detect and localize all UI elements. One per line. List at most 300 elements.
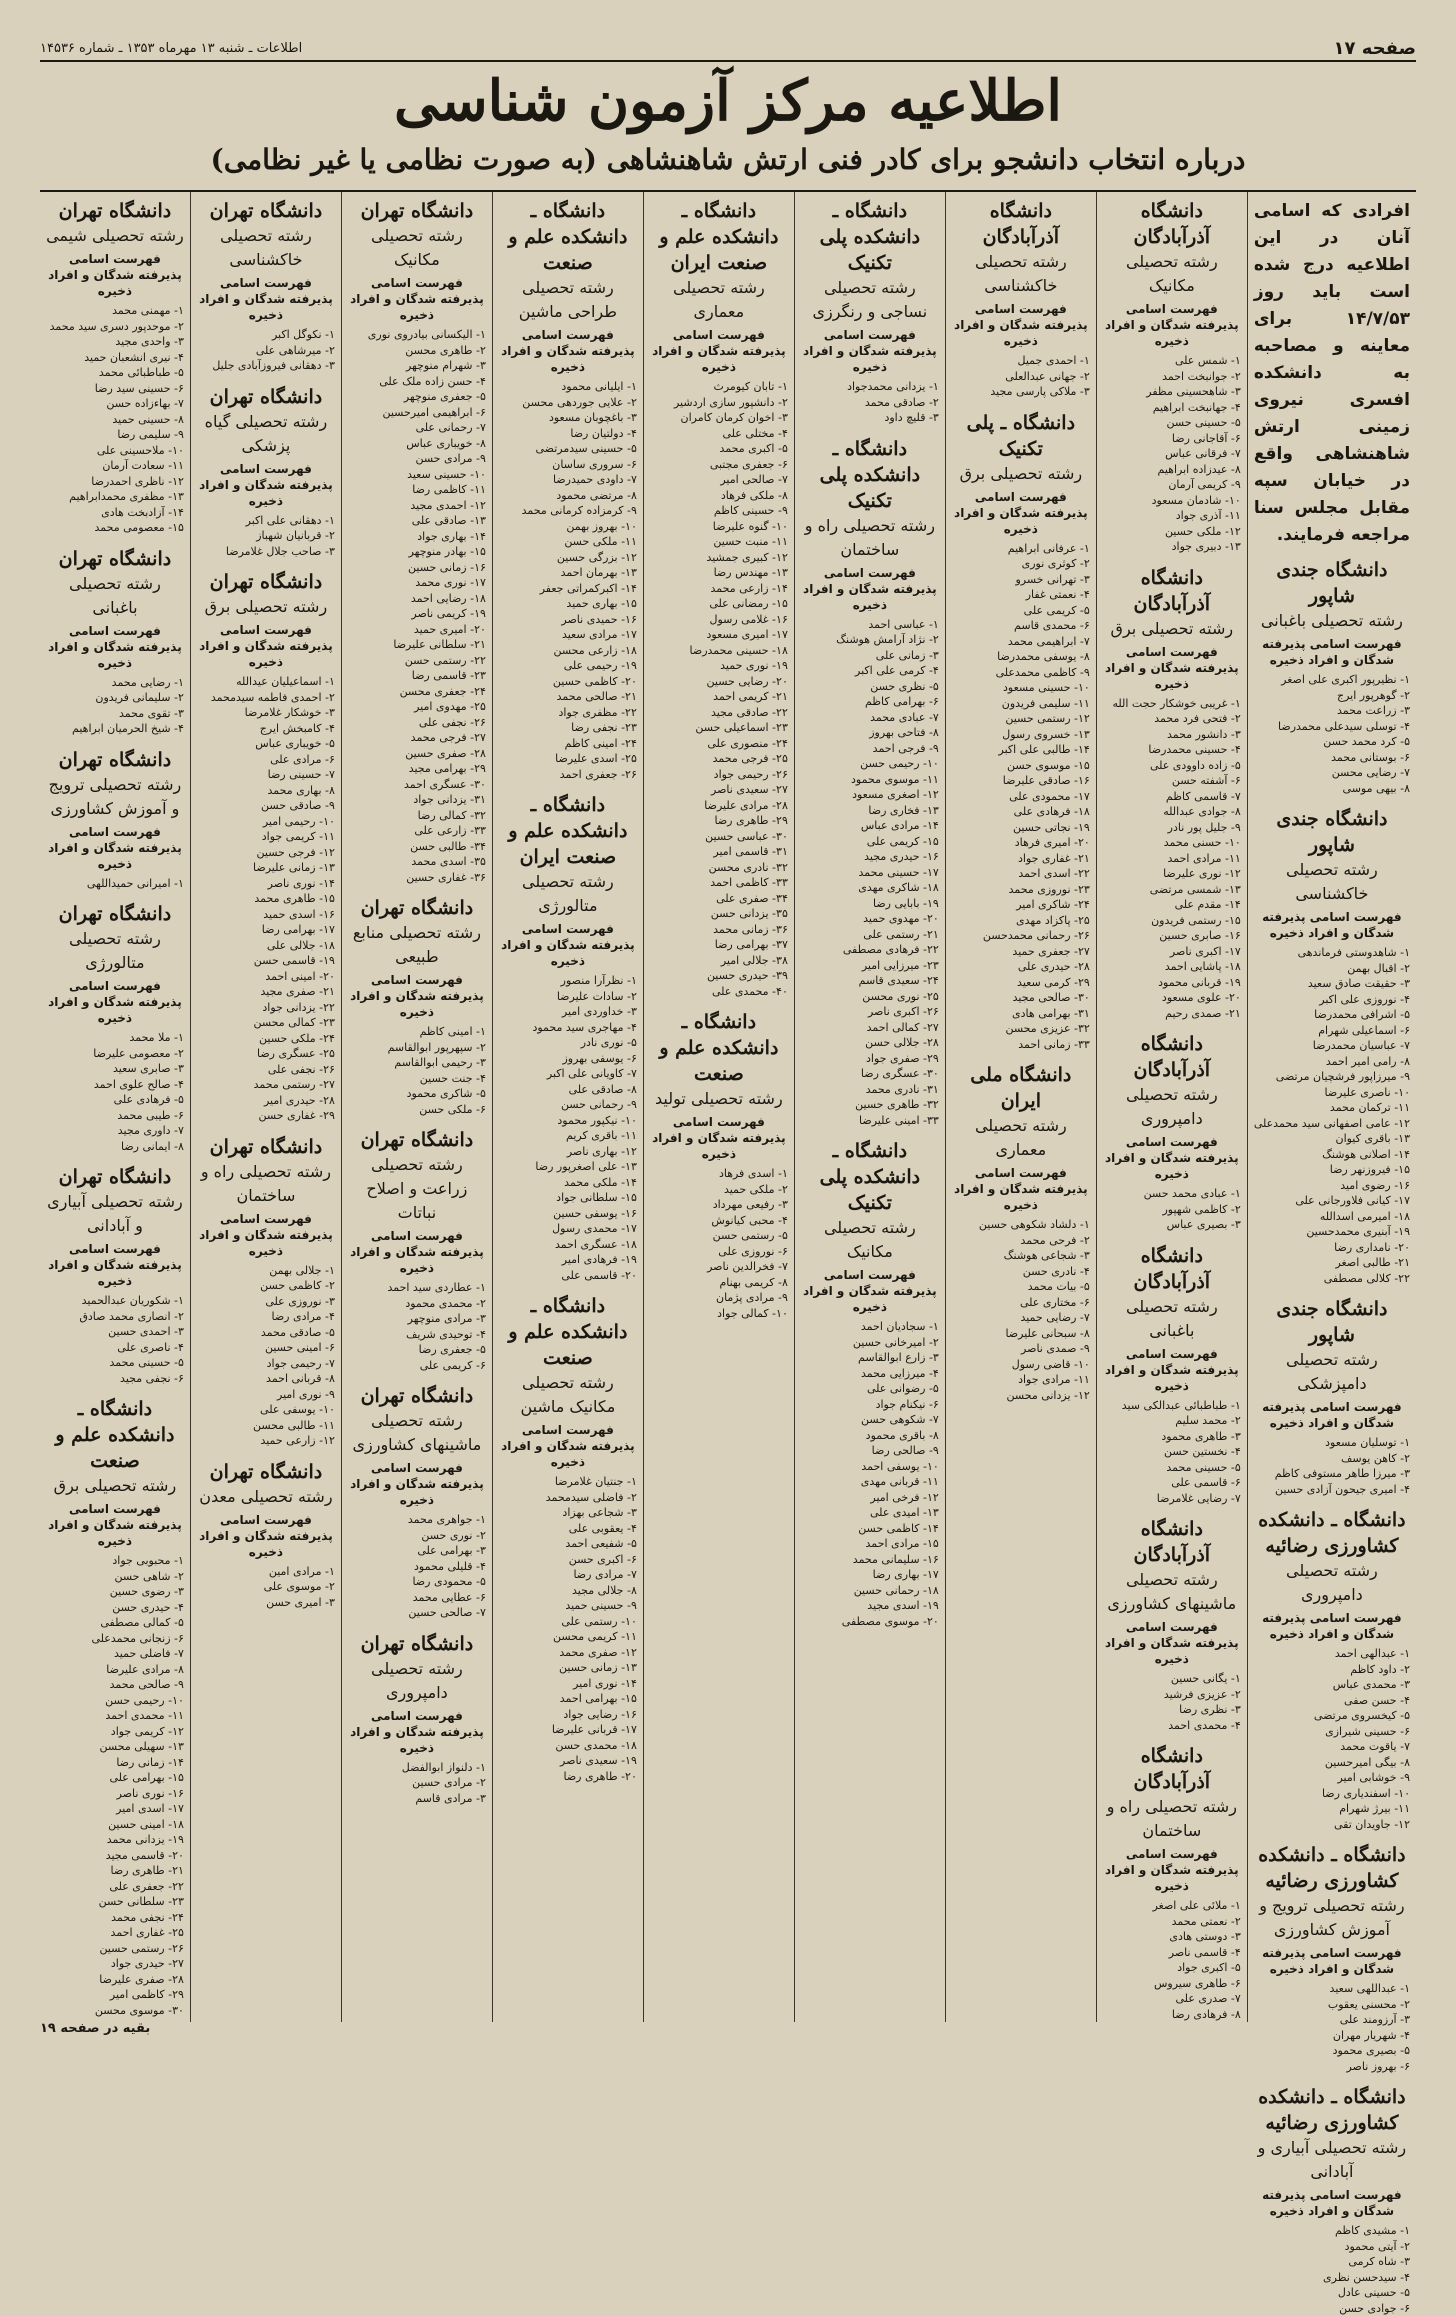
- admission-list-block: [348, 198, 486, 885]
- admission-list-block: [952, 410, 1090, 1053]
- list-item: ۳- تهرانی خسرو: [952, 572, 1090, 588]
- admission-list-block: [197, 198, 335, 374]
- list-item: ۶- ملکی حسن: [348, 1102, 486, 1118]
- list-item: ۴- امیری جیحون آزادی حسین: [1254, 1482, 1410, 1498]
- list-item: ۸- صادقی علی: [499, 1082, 637, 1098]
- list-item: ۸- ایمانی رضا: [46, 1139, 184, 1155]
- list-item: ۲۰- قاسمی مجید: [46, 1848, 184, 1864]
- list-item: ۱۵- کریمی علی: [801, 834, 939, 850]
- list-item: ۱۷- اکبری ناصر: [1103, 944, 1241, 960]
- list-item: ۲۸- جلالی حسن: [801, 1035, 939, 1051]
- list-item: ۱۹- آبنیری محمدحسین: [1254, 1224, 1410, 1240]
- university-heading: دانشگاه ـ دانشکده علم و صنعت ایران: [650, 198, 788, 276]
- names-list: [801, 1319, 939, 1629]
- list-item: ۳- طاهری محمود: [1103, 1429, 1241, 1445]
- list-item: ۱- عبدالهی احمد: [1254, 1646, 1410, 1662]
- list-item: ۴- صالح علوی احمد: [46, 1077, 184, 1093]
- list-item: ۲۰- امیری فرهاد: [952, 835, 1090, 851]
- list-item: ۸- فتاحی بهروز: [801, 725, 939, 741]
- names-list: [1254, 945, 1410, 1286]
- list-item: ۲- عزیزی فرشید: [1103, 1687, 1241, 1703]
- names-list: [1103, 696, 1241, 1022]
- list-item: ۷- رضایی حمید: [952, 1310, 1090, 1326]
- list-item: ۱۱- مرادی احمد: [1103, 851, 1241, 867]
- list-item: ۱۵- بهاری حمید: [499, 596, 637, 612]
- list-item: ۷- مرادی رضا: [499, 1567, 637, 1583]
- list-item: ۵- رستمی حسن: [650, 1228, 788, 1244]
- list-item: ۱۸- زارعی محسن: [499, 643, 637, 659]
- university-heading: دانشگاه تهران: [46, 747, 184, 773]
- list-item: ۶- جعفری مجتبی: [650, 457, 788, 473]
- list-item: ۳- دانشور محمد: [1103, 727, 1241, 743]
- names-list: [197, 1564, 335, 1611]
- list-item: ۳- خوشکار غلامرضا: [197, 705, 335, 721]
- list-item: ۲- شاهی حسن: [46, 1569, 184, 1585]
- list-item: ۳- امیری حسن: [197, 1595, 335, 1611]
- list-item: ۲- فرحی محمد: [952, 1233, 1090, 1249]
- university-heading: دانشگاه جندی شاپور: [1254, 806, 1410, 858]
- field-of-study: رشته تحصیلی مکانیک ماشین: [499, 1371, 637, 1419]
- list-item: ۲۵- مهدوی امیر: [348, 699, 486, 715]
- admission-list-block: [348, 1383, 486, 1621]
- names-list: [348, 1512, 486, 1621]
- list-item: ۱- الیکسانی بیادروی نوری: [348, 327, 486, 343]
- list-item: ۸- بیهی موسی: [1254, 781, 1410, 797]
- list-item: ۹- صالحی رضا: [801, 1443, 939, 1459]
- list-heading: فهرست اسامی پذیرفته شدگان و افراد ذخیره: [801, 565, 939, 613]
- list-item: ۷- عباسیان محمدرضا: [1254, 1038, 1410, 1054]
- list-item: ۱۸- محمدی حسن: [499, 1738, 637, 1754]
- list-item: ۸- ملکی فرهاد: [650, 488, 788, 504]
- university-heading: دانشگاه ـ دانشکده علم و صنعت: [46, 1396, 184, 1474]
- column-7: [341, 192, 492, 2022]
- list-heading: فهرست اسامی پذیرفته شدگان و افراد ذخیره: [46, 1241, 184, 1289]
- list-item: ۳- اخوان کرمان کامران: [650, 410, 788, 426]
- list-heading: فهرست اسامی پذیرفته شدگان و افراد ذخیره: [46, 251, 184, 299]
- list-item: ۱۸- پاشایی احمد: [1103, 959, 1241, 975]
- list-item: ۱۶- صابری حسین: [1103, 928, 1241, 944]
- list-item: ۲۰- علوی مسعود: [1103, 990, 1241, 1006]
- list-item: ۳۱- یزدانی جواد: [348, 792, 486, 808]
- list-item: ۳- دوستی هادی: [1103, 1929, 1241, 1945]
- list-item: ۳- آرزومند علی: [1254, 2012, 1410, 2028]
- list-item: ۱۴- اکبرکمراتی جعفر: [499, 581, 637, 597]
- list-item: ۱- ملا محمد: [46, 1030, 184, 1046]
- university-heading: دانشگاه ـ دانشکده کشاورزی رضائیه: [1254, 2084, 1410, 2136]
- list-item: ۱۷- بهاری رضا: [801, 1567, 939, 1583]
- university-heading: دانشگاه ـ دانشکده علم و صنعت: [499, 198, 637, 276]
- list-item: ۲- محسنی یعقوب: [1254, 1997, 1410, 2013]
- list-item: ۲۶- نجفی علی: [348, 715, 486, 731]
- list-item: ۱۳- دبیری جواد: [1103, 539, 1241, 555]
- university-heading: دانشگاه تهران: [46, 1164, 184, 1190]
- admission-list-block: [801, 198, 939, 426]
- list-item: ۱۰- اسفندیاری رضا: [1254, 1786, 1410, 1802]
- list-item: ۸- جوادی عبدالله: [1103, 804, 1241, 820]
- list-item: ۱۱- بیرژ شهرام: [1254, 1801, 1410, 1817]
- list-item: ۲۱- کریمی احمد: [650, 689, 788, 705]
- university-heading: دانشگاه تهران: [348, 895, 486, 921]
- list-item: ۶- سروری ساسان: [499, 457, 637, 473]
- list-item: ۱۰- یوسفی علی: [197, 1402, 335, 1418]
- page-title: اطلاعیه مرکز آزمون شناسی: [40, 64, 1416, 138]
- names-list: [1103, 1671, 1241, 1733]
- university-heading: دانشگاه ـ دانشکده پلی تکنیک: [801, 1138, 939, 1216]
- list-item: ۱۷- اسدی امیر: [46, 1801, 184, 1817]
- list-item: ۱۳- شمسی مرتضی: [1103, 882, 1241, 898]
- admission-list-block: [197, 1134, 335, 1449]
- field-of-study: رشته تحصیلی راه و ساختمان: [1103, 1795, 1241, 1843]
- list-item: ۲۲- صادقی مجید: [650, 705, 788, 721]
- list-item: ۱۰- قاضی رسول: [952, 1357, 1090, 1373]
- list-heading: فهرست اسامی پذیرفته شدگان و افراد ذخیره: [499, 327, 637, 375]
- list-item: ۱۷- نوری محمد: [348, 575, 486, 591]
- list-item: ۱۱- مرادی جواد: [952, 1372, 1090, 1388]
- list-item: ۲- سادات علیرضا: [499, 989, 637, 1005]
- list-item: ۶- حسینی شیرازی: [1254, 1724, 1410, 1740]
- list-item: ۲۰- کاظمی حسین: [499, 674, 637, 690]
- university-heading: دانشگاه جندی شاپور: [1254, 557, 1410, 609]
- list-item: ۵- شفیعی احمد: [499, 1536, 637, 1552]
- list-item: ۱۰- بهروز بهمن: [499, 519, 637, 535]
- list-item: ۷- رضایی غلامرضا: [1103, 1491, 1241, 1507]
- list-item: ۱۱- طالبی محسن: [197, 1418, 335, 1434]
- list-item: ۱۰- کمالی جواد: [650, 1306, 788, 1322]
- list-item: ۵- اشرافی محمدرضا: [1254, 1007, 1410, 1023]
- list-item: ۱۹- قاسمی حسن: [197, 953, 335, 969]
- list-item: ۲۱- رستمی علی: [801, 927, 939, 943]
- list-item: ۳۲- کمالی رضا: [348, 808, 486, 824]
- list-item: ۱۳- فخاری رضا: [801, 803, 939, 819]
- list-item: ۱- نظرآرا منصور: [499, 973, 637, 989]
- list-item: ۱۱- کاظمی رضا: [348, 482, 486, 498]
- list-item: ۱۵- طاهری محمد: [197, 891, 335, 907]
- names-list: [46, 1030, 184, 1154]
- list-item: ۴- حیدری حسن: [46, 1600, 184, 1616]
- list-item: ۱۳- مهندس رضا: [650, 565, 788, 581]
- list-item: ۵- اکبری محمد: [650, 441, 788, 457]
- list-item: ۵- کریمی علی: [952, 603, 1090, 619]
- list-item: ۴- حسن زاده ملک علی: [348, 374, 486, 390]
- list-item: ۱۶- غلامی رسول: [650, 612, 788, 628]
- column-4: [794, 192, 945, 2022]
- list-heading: فهرست اسامی پذیرفته شدگان و افراد ذخیره: [1103, 1346, 1241, 1394]
- list-item: ۱۹- کریمی ناصر: [348, 606, 486, 622]
- list-item: ۴- دولتیان رضا: [499, 426, 637, 442]
- list-item: ۱۶- اسدی حمید: [197, 907, 335, 923]
- names-list: [952, 541, 1090, 1053]
- list-item: ۳۵- یزدانی حسن: [650, 906, 788, 922]
- list-item: ۴- نوروزی علی اکبر: [1254, 992, 1410, 1008]
- list-item: ۱۷- کیانی فلاورجانی علی: [1254, 1193, 1410, 1209]
- list-heading: فهرست اسامی پذیرفته شدگان و افراد ذخیره: [499, 1422, 637, 1470]
- list-item: ۱۵- بهرامی احمد: [499, 1691, 637, 1707]
- list-item: ۳- تقوی محمد: [46, 706, 184, 722]
- list-heading: فهرست اسامی پذیرفته شدگان و افراد ذخیره: [801, 327, 939, 375]
- field-of-study: رشته تحصیلی نساجی و رنگرزی: [801, 276, 939, 324]
- list-item: ۱۹- فرهادی امیر: [499, 1252, 637, 1268]
- list-item: ۲- داود کاظم: [1254, 1662, 1410, 1678]
- list-item: ۱۰- یوسفی احمد: [801, 1459, 939, 1475]
- list-item: ۴- نیری انشعبان حمید: [46, 350, 184, 366]
- list-item: ۳- احمدی حسین: [46, 1324, 184, 1340]
- list-item: ۶- حسینی سید رضا: [46, 381, 184, 397]
- field-of-study: رشته تحصیلی باغبانی: [46, 572, 184, 620]
- list-item: ۲- موحدپور دسری سید محمد: [46, 319, 184, 335]
- list-item: ۱۲- نوری علیرضا: [1103, 866, 1241, 882]
- list-item: ۹- صالحی محمد: [46, 1677, 184, 1693]
- names-list: [197, 674, 335, 1124]
- list-item: ۱۷- مرادی سعید: [499, 627, 637, 643]
- list-item: ۱۲- بهاری ناصر: [499, 1144, 637, 1160]
- admission-list-block: [1254, 557, 1410, 796]
- list-item: ۱۰- حسینی مسعود: [952, 680, 1090, 696]
- list-item: ۵- بصیری محمود: [1254, 2043, 1410, 2059]
- list-item: ۳- دهقانی فیروزآبادی جلیل: [197, 358, 335, 374]
- list-item: ۳- زراعت محمد: [1254, 703, 1410, 719]
- list-item: ۲۳- میرزایی امیر: [801, 958, 939, 974]
- names-list: [197, 513, 335, 560]
- list-item: ۲۵- عسگری رضا: [197, 1046, 335, 1062]
- list-item: ۵- کیخسروی مرتضی: [1254, 1708, 1410, 1724]
- field-of-study: رشته تحصیلی متالورژی: [46, 927, 184, 975]
- list-item: ۵- محمودی رضا: [348, 1574, 486, 1590]
- list-item: ۶- بوستانی محمد: [1254, 750, 1410, 766]
- admission-list-block: [1103, 198, 1241, 555]
- list-item: ۱- شکوریان عبدالحمید: [46, 1293, 184, 1309]
- list-item: ۲۹- کرمی سعید: [952, 975, 1090, 991]
- list-item: ۱۱- سلیمی فریدون: [952, 696, 1090, 712]
- university-heading: دانشگاه تهران: [46, 901, 184, 927]
- list-item: ۲۲- فرهادی مصطفی: [801, 942, 939, 958]
- list-item: ۱- غریبی خوشکار حجت الله: [1103, 696, 1241, 712]
- field-of-study: رشته تحصیلی منابع طبیعی: [348, 921, 486, 969]
- admission-list-block: [348, 895, 486, 1117]
- field-of-study: رشته تحصیلی معدن: [197, 1485, 335, 1509]
- list-item: ۲- میرشاهی علی: [197, 343, 335, 359]
- list-heading: فهرست اسامی پذیرفته شدگان و افراد ذخیره: [46, 1501, 184, 1549]
- list-item: ۲۷- حیدری جواد: [46, 1956, 184, 1972]
- list-item: ۱۱- سعادت آرمان: [46, 458, 184, 474]
- university-heading: دانشگاه ـ دانشکده علم و صنعت: [650, 1009, 788, 1087]
- field-of-study: رشته تحصیلی آبیاری و آبادانی: [46, 1190, 184, 1238]
- list-item: ۷- صالحی حسین: [348, 1605, 486, 1621]
- list-item: ۲۳- اسماعیلی حسن: [650, 720, 788, 736]
- list-item: ۴- جهانبخت ابراهیم: [1103, 400, 1241, 416]
- list-item: ۲- آیتی محمود: [1254, 2239, 1410, 2255]
- university-heading: دانشگاه آذرآبادگان: [1103, 1031, 1241, 1083]
- list-item: ۳- باغچوبان مسعود: [499, 410, 637, 426]
- list-item: ۲۵- پاکزاد مهدی: [952, 913, 1090, 929]
- list-heading: فهرست اسامی پذیرفته شدگان و افراد ذخیره: [348, 972, 486, 1020]
- list-item: ۲۷- جعفری حمید: [952, 944, 1090, 960]
- list-item: ۳- شجاعی بهزاد: [499, 1505, 637, 1521]
- list-item: ۱- مشیدی کاظم: [1254, 2223, 1410, 2239]
- list-item: ۸- مرادی علیرضا: [46, 1662, 184, 1678]
- admission-list-block: [348, 1631, 486, 1807]
- list-item: ۲۹- صفری جواد: [801, 1051, 939, 1067]
- names-list: [1254, 2223, 1410, 2316]
- names-list: [801, 379, 939, 426]
- list-item: ۲۱- صالحی محمد: [499, 689, 637, 705]
- list-item: ۴- کرمی علی اکبر: [801, 663, 939, 679]
- list-item: ۹- فرجی احمد: [801, 741, 939, 757]
- list-item: ۶- اسماعیلی شهرام: [1254, 1023, 1410, 1039]
- list-item: ۱۲- عامی اصفهانی سید محمدعلی: [1254, 1116, 1410, 1132]
- names-list: [952, 1217, 1090, 1403]
- list-item: ۴- جنت حسین: [348, 1071, 486, 1087]
- list-item: ۲- مرادی حسین: [348, 1775, 486, 1791]
- list-item: ۲- قربانیان شهباز: [197, 528, 335, 544]
- list-item: ۲۰- امیری حمید: [348, 622, 486, 638]
- admission-list-block: [46, 198, 184, 536]
- list-item: ۱- یزدانی محمدجواد: [801, 379, 939, 395]
- university-heading: دانشگاه ـ دانشکده کشاورزی رضائیه: [1254, 1507, 1410, 1559]
- list-item: ۲۵- نوری محسن: [801, 989, 939, 1005]
- list-item: ۲۶- رحمانی محمدحسن: [952, 928, 1090, 944]
- list-item: ۴- توسلی سیدعلی محمدرضا: [1254, 719, 1410, 735]
- intro-paragraph: افرادی که اسامی آنان در این اطلاعیه درج شده است باید روز ۱۴/۷/۵۳ برای معاینه و مصاحبه به دانشکده افسری نیروی زمینی ارتش شاهنشاهی واقع در خیابان سپه مقابل مجلس سنا مراجعه فرمایند.: [1254, 198, 1410, 549]
- list-item: ۵- فرهادی علی: [46, 1092, 184, 1108]
- list-item: ۹- کاظمی محمدعلی: [952, 665, 1090, 681]
- list-item: ۳۰- عسگری احمد: [348, 777, 486, 793]
- list-item: ۲۴- نجفی محمد: [46, 1910, 184, 1926]
- list-item: ۱۱- منبت حسین: [650, 534, 788, 550]
- list-item: ۱- نکوگل اکبر: [197, 327, 335, 343]
- list-item: ۹- کریمی آرمان: [1103, 477, 1241, 493]
- admission-list-block: [197, 569, 335, 1124]
- names-list: [1254, 1435, 1410, 1497]
- list-item: ۵- نوری نادر: [499, 1035, 637, 1051]
- list-item: ۳- بصیری عباس: [1103, 1217, 1241, 1233]
- list-item: ۲۱- غفاری جواد: [952, 851, 1090, 867]
- names-list: [1103, 353, 1241, 555]
- list-item: ۱۶- یوسفی حسین: [499, 1206, 637, 1222]
- list-item: ۱۱- ملکی حسن: [499, 534, 637, 550]
- list-item: ۲- کاظمی شهپور: [1103, 1202, 1241, 1218]
- list-item: ۱۰- شادمان مسعود: [1103, 493, 1241, 509]
- list-heading: فهرست اسامی پذیرفته شدگان و افراد ذخیره: [952, 1165, 1090, 1213]
- field-of-study: رشته تحصیلی متالورژی: [499, 870, 637, 918]
- list-item: ۱- عرفانی ابراهیم: [952, 541, 1090, 557]
- list-heading: فهرست اسامی پذیرفته شدگان و افراد ذخیره: [197, 622, 335, 670]
- list-item: ۱۱- کریمی جواد: [197, 829, 335, 845]
- list-item: ۲۳- سلطانی حسن: [46, 1894, 184, 1910]
- list-item: ۷- داودی حمیدرضا: [499, 472, 637, 488]
- list-item: ۱۹- قربانی محمود: [1103, 975, 1241, 991]
- list-item: ۱۰- رحیمی امیر: [197, 814, 335, 830]
- list-item: ۷- فخرالدین ناصر: [650, 1259, 788, 1275]
- list-item: ۲۸- حیدری علی: [952, 959, 1090, 975]
- university-heading: دانشگاه ـ پلی تکنیک: [952, 410, 1090, 462]
- admission-list-block: [650, 1009, 788, 1321]
- list-heading: فهرست اسامی پذیرفته شدگان و افراد ذخیره: [1103, 1619, 1241, 1667]
- list-item: ۳- حقیقت صادق سعید: [1254, 976, 1410, 992]
- university-heading: دانشگاه تهران: [197, 384, 335, 410]
- list-item: ۱۸- عسگری احمد: [499, 1237, 637, 1253]
- list-item: ۳۴- صفری علی: [650, 891, 788, 907]
- list-item: ۱۴- مقدم علی: [1103, 897, 1241, 913]
- university-heading: دانشگاه آذرآبادگان: [1103, 1516, 1241, 1568]
- field-of-study: رشته تحصیلی مکانیک: [1103, 250, 1241, 298]
- list-item: ۷- شکوهی حسن: [801, 1412, 939, 1428]
- list-item: ۵- کرد محمد حسن: [1254, 734, 1410, 750]
- list-item: ۹- سلیمی رضا: [46, 427, 184, 443]
- list-item: ۵- بیات محمد: [952, 1279, 1090, 1295]
- continued-note: بقیه در صفحه ۱۹: [40, 2021, 150, 2036]
- list-item: ۲- ملکی حمید: [650, 1182, 788, 1198]
- list-heading: فهرست اسامی پذیرفته شدگان و افراد ذخیره: [952, 301, 1090, 349]
- list-item: ۱۵- فیروزنهر رضا: [1254, 1162, 1410, 1178]
- list-item: ۱۹- نجاتی حسین: [952, 820, 1090, 836]
- list-item: ۱- اسماعیلیان عیدالله: [197, 674, 335, 690]
- list-item: ۱- مهمنی محمد: [46, 303, 184, 319]
- list-item: ۵- زاده داوودی علی: [1103, 758, 1241, 774]
- list-item: ۱۴- نوری ناصر: [197, 876, 335, 892]
- list-item: ۳- رفیعی مهرداد: [650, 1197, 788, 1213]
- field-of-study: رشته تحصیلی ماشینهای کشاورزی: [348, 1409, 486, 1457]
- column-5: [643, 192, 794, 2022]
- list-item: ۱- دلنواز ابوالفضل: [348, 1760, 486, 1776]
- list-item: ۱- محبوبی جواد: [46, 1553, 184, 1569]
- list-item: ۳۲- طاهری حسین: [801, 1097, 939, 1113]
- list-item: ۱۷- حسینی محمد: [801, 865, 939, 881]
- list-item: ۵- حسینی عادل: [1254, 2285, 1410, 2301]
- list-item: ۱۵- معصومی محمد: [46, 520, 184, 536]
- list-item: ۳- شاهحسینی مظفر: [1103, 384, 1241, 400]
- field-of-study: رشته تحصیلی برق: [1103, 617, 1241, 641]
- list-item: ۳- نظری رضا: [1103, 1702, 1241, 1718]
- list-item: ۱- دهقانی علی اکبر: [197, 513, 335, 529]
- names-list: [46, 876, 184, 892]
- list-item: ۱۷- بهرامی رضا: [197, 922, 335, 938]
- list-item: ۱۳- مظفری محمدابراهیم: [46, 489, 184, 505]
- list-item: ۱۰- گنوه علیرضا: [650, 519, 788, 535]
- list-item: ۹- صادقی حسن: [197, 798, 335, 814]
- list-heading: فهرست اسامی پذیرفته شدگان و افراد ذخیره: [348, 1228, 486, 1276]
- list-item: ۱۰- رحیمی حسن: [46, 1693, 184, 1709]
- field-of-study: رشته تحصیلی راه و ساختمان: [801, 514, 939, 562]
- list-item: ۷- بهاءزاده حسن: [46, 396, 184, 412]
- list-heading: فهرست اسامی پذیرفته شدگان و افراد ذخیره: [1254, 636, 1410, 668]
- list-item: ۲۵- اسدی علیرضا: [499, 751, 637, 767]
- list-item: ۱۲- جاویدان تقی: [1254, 1817, 1410, 1833]
- list-item: ۱۴- اصلانی هوشنگ: [1254, 1147, 1410, 1163]
- list-item: ۱- تابان کیومرث: [650, 379, 788, 395]
- field-of-study: رشته تحصیلی گیاه پزشکی: [197, 410, 335, 458]
- university-heading: دانشگاه آذرآبادگان: [1103, 1243, 1241, 1295]
- list-item: ۱- سجادیان احمد: [801, 1319, 939, 1335]
- list-item: ۹- جلیل پور نادر: [1103, 820, 1241, 836]
- admission-list-block: [1103, 565, 1241, 1022]
- list-item: ۷- رحمانی علی: [348, 420, 486, 436]
- university-heading: دانشگاه ملی ایران: [952, 1062, 1090, 1114]
- column-1: [1247, 192, 1416, 2022]
- list-item: ۱۱- آذری جواد: [1103, 508, 1241, 524]
- list-item: ۱۸- شاکری مهدی: [801, 880, 939, 896]
- list-item: ۲- احمدی فاطمه سیدمحمد: [197, 690, 335, 706]
- university-heading: دانشگاه تهران: [197, 1459, 335, 1485]
- list-item: ۱۵- رستمی فریدون: [1103, 913, 1241, 929]
- list-item: ۱۹- رحیمی علی: [499, 658, 637, 674]
- list-item: ۱- عبداللهی سعید: [1254, 1981, 1410, 1997]
- list-item: ۹- حسینی حمید: [499, 1598, 637, 1614]
- university-heading: دانشگاه ـ دانشکده کشاورزی رضائیه: [1254, 1842, 1410, 1894]
- list-item: ۳- زمانی علی: [801, 648, 939, 664]
- list-item: ۱۰- حسنی محمد: [1103, 835, 1241, 851]
- list-item: ۲- صادقی محمد: [801, 395, 939, 411]
- list-item: ۲۲- کلالی مصطفی: [1254, 1271, 1410, 1287]
